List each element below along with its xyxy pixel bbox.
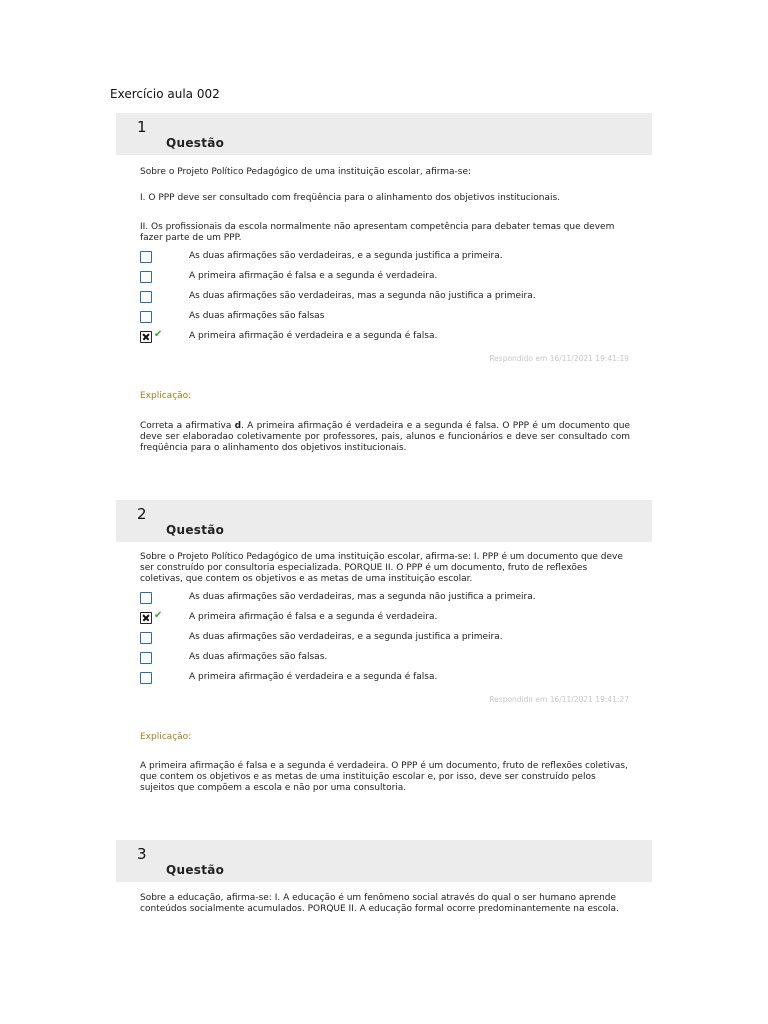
explanation-label: Explicação: xyxy=(140,732,192,742)
option-label: As duas afirmações são verdadeiras, e a segunda justifica a primeira. xyxy=(189,251,503,261)
question-1-option-e[interactable] xyxy=(140,331,640,345)
question-3-stem: Sobre a educação, afirma-se: I. A educação é um fenômeno social através do qual o ser humano aprende conteúdos socialmente acumulados. PORQUE II. A educação formal ocorre predominantemente na escola. xyxy=(140,893,619,914)
question-1-statement-2: II. Os profissionais da escola normalmente não apresentam competência para debater temas que devem fazer parte de um PPP. xyxy=(140,222,615,243)
question-1-option-a[interactable] xyxy=(140,251,640,265)
question-1-option-c[interactable] xyxy=(140,291,640,305)
question-1-stem-intro: Sobre o Projeto Político Pedagógico de uma instituição escolar, afirma-se: xyxy=(140,167,472,177)
question-label: Questão xyxy=(166,523,225,537)
option-label: A primeira afirmação é falsa e a segunda é verdadeira. xyxy=(189,271,438,281)
question-number: 3 xyxy=(137,845,147,863)
question-1-statement-1: I. O PPP deve ser consultado com freqüência para o alinhamento dos objetivos institucionais. xyxy=(140,193,561,203)
question-1-option-d[interactable] xyxy=(140,311,640,325)
question-label: Questão xyxy=(166,136,225,150)
answered-timestamp: Respondido em 16/11/2021 19:41:19 xyxy=(489,354,629,363)
checkbox[interactable] xyxy=(140,291,152,303)
question-1-option-b[interactable] xyxy=(140,271,640,285)
checkbox[interactable] xyxy=(140,271,152,283)
page-title: Exercício aula 002 xyxy=(110,87,220,101)
question-2-stem: Sobre o Projeto Político Pedagógico de uma instituição escolar, afirma-se: I. PPP é um documento que deve ser construído por consultoria especializada. PORQUE II. O PPP é um documento, fruto de reflexões coletivas, que contem os objetivos e as metas de uma instituição escolar. xyxy=(140,552,623,584)
question-2-option-a[interactable] xyxy=(140,592,640,606)
option-label: As duas afirmações são verdadeiras, mas a segunda não justifica a primeira. xyxy=(189,291,536,301)
checkbox[interactable] xyxy=(140,652,152,664)
explanation-text-end: . A primeira afirmação é verdadeira e a segunda é falsa. O PPP é um documento que deve ser elaboradao coletivamente por professores, pais, alunos e funcionários e deve ser consultado com freqüência para o alinhamento dos objetivos institucionais. xyxy=(140,421,630,453)
option-label: As duas afirmações são falsas xyxy=(189,311,325,321)
option-label: A primeira afirmação é falsa e a segunda é verdadeira. xyxy=(189,612,438,622)
correct-letter: d xyxy=(234,421,242,431)
question-2-header xyxy=(116,500,652,542)
question-1-explanation xyxy=(140,421,630,454)
checkbox-checked[interactable] xyxy=(140,331,152,343)
question-2-option-e[interactable] xyxy=(140,672,640,686)
question-2-option-d[interactable] xyxy=(140,652,640,666)
question-1-header xyxy=(116,113,652,155)
option-label: A primeira afirmação é verdadeira e a segunda é falsa. xyxy=(189,672,438,682)
checkbox[interactable] xyxy=(140,251,152,263)
check-icon: ✔ xyxy=(154,329,163,340)
option-label: As duas afirmações são falsas. xyxy=(189,652,328,662)
explanation-text-start: Correta a afirmativa xyxy=(140,421,235,431)
check-icon: ✔ xyxy=(154,610,163,621)
question-number: 1 xyxy=(137,118,147,136)
checkbox-checked[interactable] xyxy=(140,612,152,624)
option-label: A primeira afirmação é verdadeira e a segunda é falsa. xyxy=(189,331,438,341)
option-label: As duas afirmações são verdadeiras, e a segunda justifica a primeira. xyxy=(189,632,503,642)
question-number: 2 xyxy=(137,505,147,523)
explanation-label: Explicação: xyxy=(140,391,192,401)
question-3-header xyxy=(116,840,652,882)
checkbox[interactable] xyxy=(140,592,152,604)
question-2-option-b[interactable] xyxy=(140,612,640,626)
checkbox[interactable] xyxy=(140,632,152,644)
option-label: As duas afirmações são verdadeiras, mas a segunda não justifica a primeira. xyxy=(189,592,536,602)
question-2-option-c[interactable] xyxy=(140,632,640,646)
checkbox[interactable] xyxy=(140,311,152,323)
question-2-explanation: A primeira afirmação é falsa e a segunda é verdadeira. O PPP é um documento, fruto de reflexões coletivas, que contem os objetivos e as metas de uma instituição escolar e, por isso, deve ser construído pelos sujeitos que compõem a escola e não por uma consultoria. xyxy=(140,761,628,793)
answered-timestamp: Respondido em 16/11/2021 19:41:27 xyxy=(489,695,629,704)
checkbox[interactable] xyxy=(140,672,152,684)
question-label: Questão xyxy=(166,863,225,877)
